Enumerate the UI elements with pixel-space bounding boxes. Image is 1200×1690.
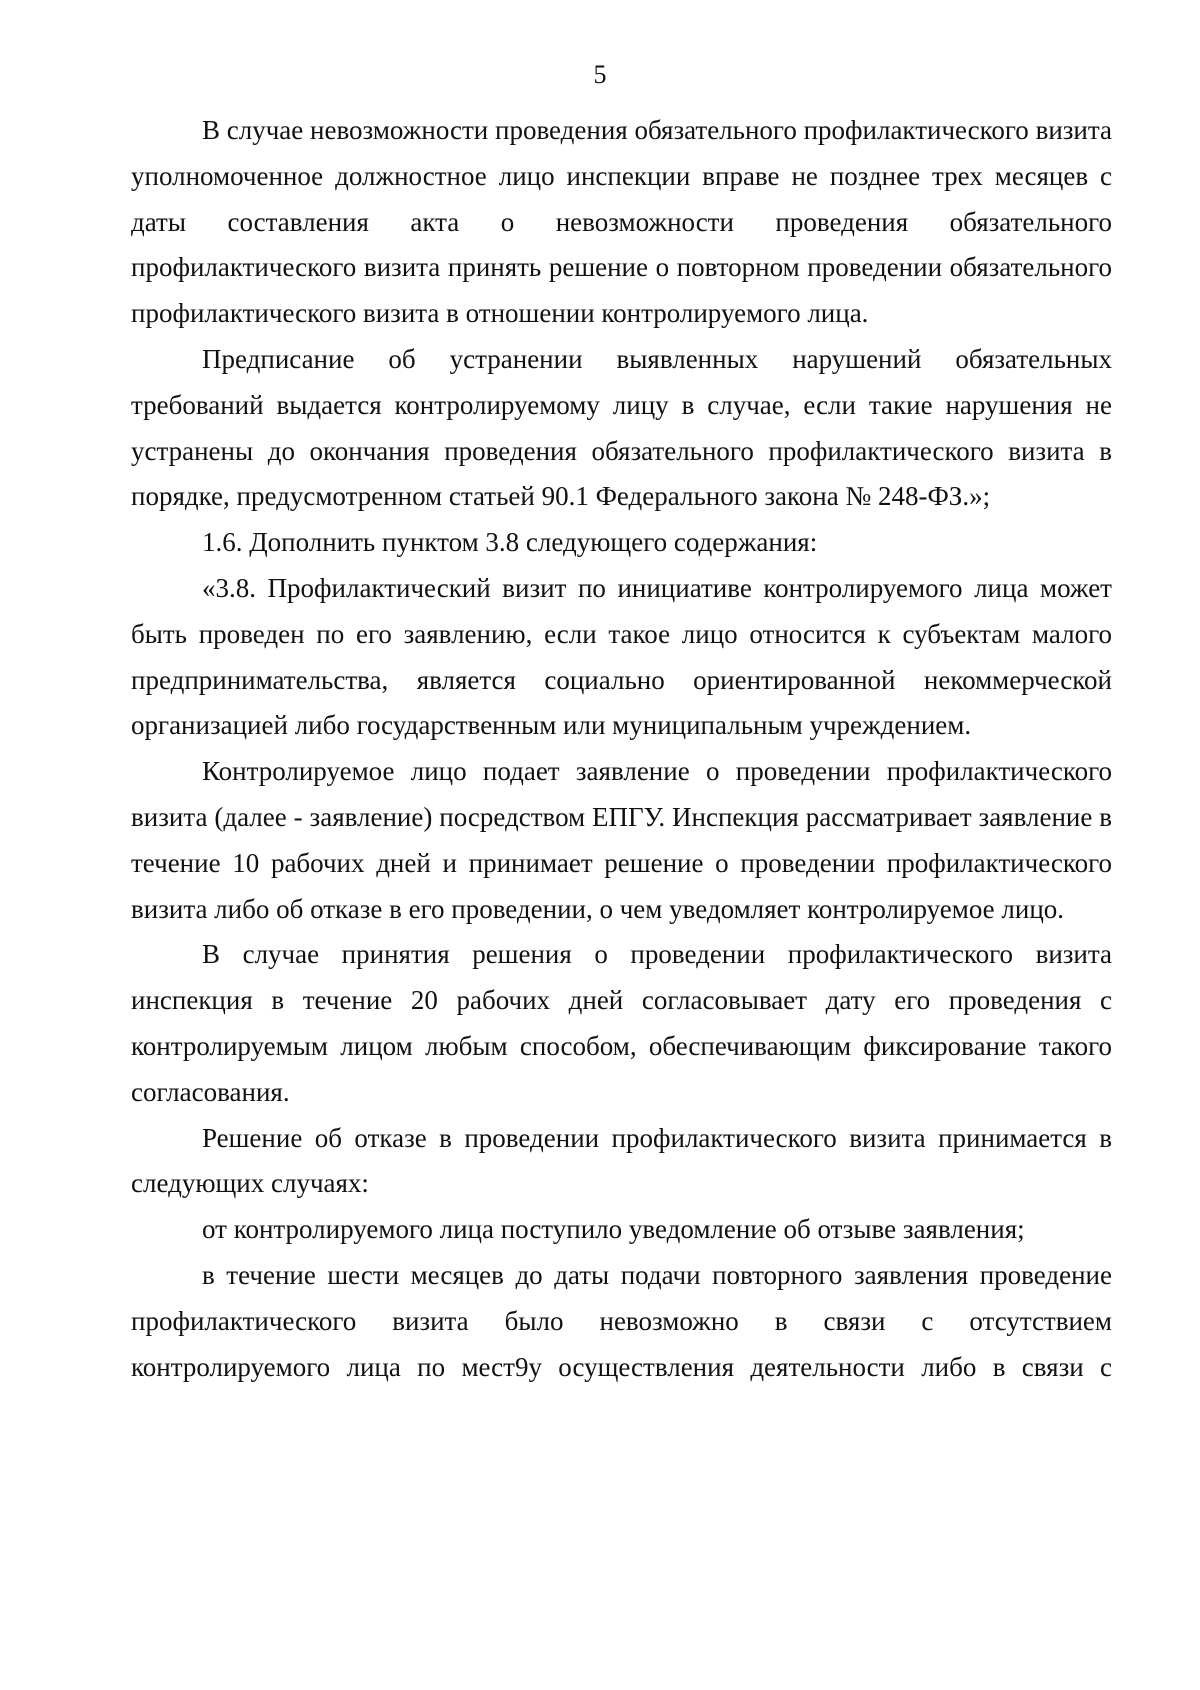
page-number: 5 xyxy=(593,60,607,89)
paragraph-clause-3-8: «3.8. Профилактический визит по инициативе контролируемого лица может быть проведен по его заявлению, если такое лицо относится к субъектам малого предпринимательства, является социально ориентированной некоммерческой организацией либо государственным или муниципальным учреждением. xyxy=(131,572,1112,741)
paragraph-refusal: Решение об отказе в проведении профилактического визита принимается в следующих случаях: xyxy=(131,1122,1112,1199)
paragraph-impossible-visit: В случае невозможности проведения обязательного профилактического визита уполномоченное должностное лицо инспекции вправе не позднее трех месяцев с даты составления акта о невозможности проведения обязательного профилактического визита принять решение о повторном проведении обязательного профилактического визита в отношении контролируемого лица. xyxy=(131,115,1112,329)
document-body xyxy=(131,108,1112,1390)
paragraph-application: Контролируемое лицо подает заявление о проведении профилактического визита (далее - заявление) посредством ЕПГУ. Инспекция рассматривает заявление в течение 10 рабочих дней и принимает решение о проведении профилактического визита либо об отказе в его проведении, о чем уведомляет контролируемое лицо. xyxy=(131,756,1112,924)
paragraph-refusal-case-withdrawal: от контролируемого лица поступило уведомление об отзыве заявления; xyxy=(202,1214,1025,1245)
paragraph-approval: В случае принятия решения о проведении профилактического визита инспекция в течение 20 рабочих дней согласовывает дату его проведения с контролируемым лицом любым способом, обеспечивающим фиксирование такого согласования. xyxy=(131,939,1112,1107)
paragraph-amendment-1-6: 1.6. Дополнить пунктом 3.8 следующего содержания: xyxy=(202,527,818,558)
paragraph-prescription: Предписание об устранении выявленных нарушений обязательных требований выдается контролируемому лицу в случае, если такие нарушения не устранены до окончания проведения обязательного профилактического визита в порядке, предусмотренном статьей 90.1 Федерального закона № 248-ФЗ.»; xyxy=(131,343,1112,512)
paragraph-refusal-case-absence: в течение шести месяцев до даты подачи повторного заявления проведение профилактического визита было невозможно в связи с отсутствием контролируемого лица по мест9у осуществления деятельности либо в связи с xyxy=(131,1259,1112,1382)
